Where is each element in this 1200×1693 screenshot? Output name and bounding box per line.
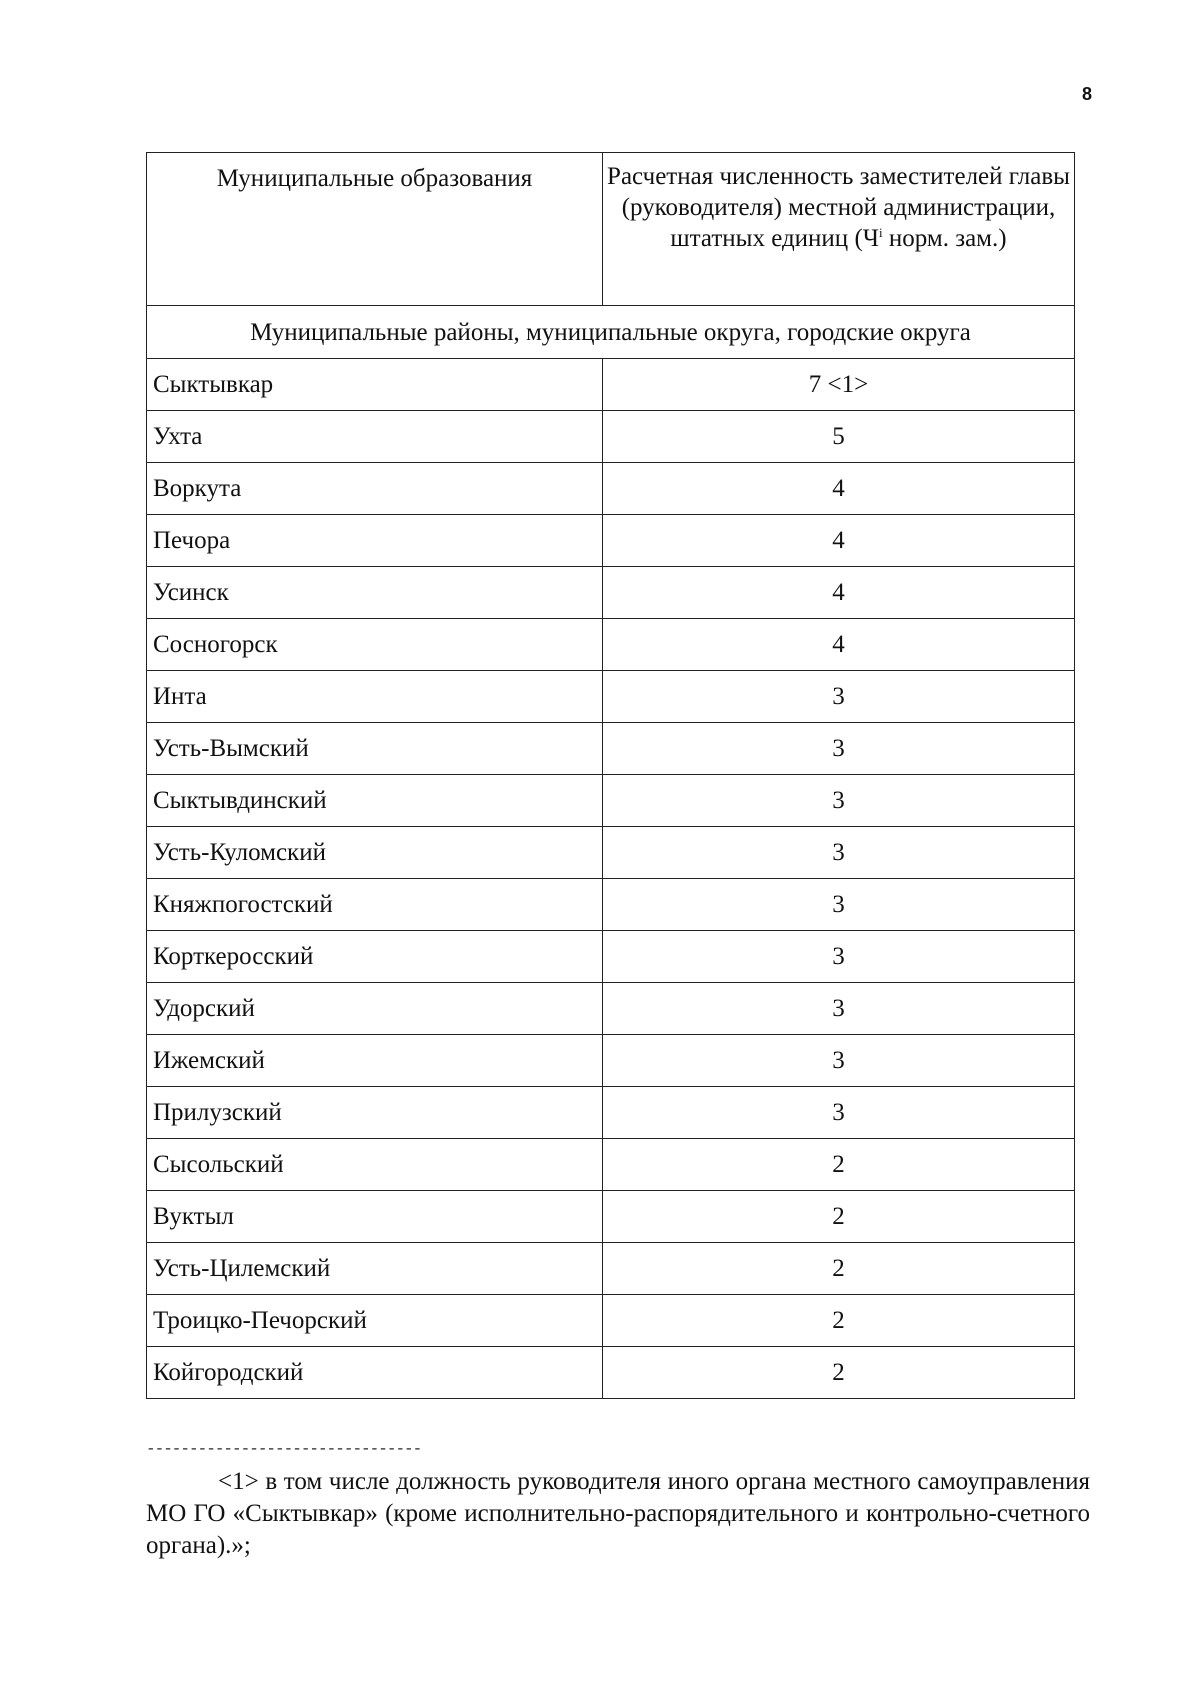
table-row xyxy=(147,775,1075,827)
table-row xyxy=(147,567,1075,619)
municipality-name: Воркута xyxy=(147,463,603,515)
deputies-count: 2 xyxy=(603,1139,1075,1191)
deputies-count: 4 xyxy=(603,619,1075,671)
municipality-name: Усинск xyxy=(147,567,603,619)
deputies-count: 5 xyxy=(603,411,1075,463)
municipality-name: Троицко-Печорский xyxy=(147,1295,603,1347)
table-header-row xyxy=(147,153,1075,306)
deputies-count: 2 xyxy=(603,1243,1075,1295)
municipality-name: Сысольский xyxy=(147,1139,603,1191)
table-row xyxy=(147,463,1075,515)
footnote-text: <1> в том числе должность руководителя иного органа местного самоуправления МО ГО «Сыктывкар» (кроме исполнительно-распорядительного и контрольно-счетного органа).»; xyxy=(146,1468,1090,1559)
deputies-count: 2 xyxy=(603,1295,1075,1347)
table-row xyxy=(147,723,1075,775)
section-title: Муниципальные районы, муниципальные округа, городские округа xyxy=(147,306,1075,359)
table-row xyxy=(147,1295,1075,1347)
municipality-name: Сосногорск xyxy=(147,619,603,671)
table-row xyxy=(147,515,1075,567)
municipality-name: Удорский xyxy=(147,983,603,1035)
municipality-name: Вуктыл xyxy=(147,1191,603,1243)
table-row xyxy=(147,1243,1075,1295)
table-row xyxy=(147,827,1075,879)
header-municipalities: Муниципальные образования xyxy=(147,153,603,306)
table-row xyxy=(147,1139,1075,1191)
table-row xyxy=(147,1191,1075,1243)
municipality-name: Усть-Куломский xyxy=(147,827,603,879)
deputies-count: 2 xyxy=(603,1347,1075,1399)
header-estimated-count-tail: норм. зам.) xyxy=(882,225,1007,252)
deputies-count: 4 xyxy=(603,515,1075,567)
municipal-deputies-table xyxy=(146,152,1075,1399)
deputies-count: 3 xyxy=(603,723,1075,775)
municipality-name: Княжпогостский xyxy=(147,879,603,931)
header-estimated-count xyxy=(603,153,1075,306)
header-superscript: i xyxy=(879,225,883,240)
deputies-count: 7 <1> xyxy=(603,359,1075,411)
municipality-name: Койгородский xyxy=(147,1347,603,1399)
municipality-name: Усть-Вымский xyxy=(147,723,603,775)
deputies-count: 2 xyxy=(603,1191,1075,1243)
table-row xyxy=(147,359,1075,411)
header-estimated-count-text: Расчетная численность заместителей главы (руководителя) местной администрации, штатных единиц (Ч xyxy=(607,163,1070,252)
deputies-count: 4 xyxy=(603,463,1075,515)
deputies-count: 3 xyxy=(603,931,1075,983)
table-row xyxy=(147,879,1075,931)
deputies-count: 3 xyxy=(603,1035,1075,1087)
deputies-count: 3 xyxy=(603,827,1075,879)
footnote-separator: -------------------------------- xyxy=(146,1440,422,1458)
table-row xyxy=(147,931,1075,983)
page-number: 8 xyxy=(1082,84,1093,104)
footnote xyxy=(146,1466,1090,1562)
deputies-count: 4 xyxy=(603,567,1075,619)
municipality-name: Сыктывкар xyxy=(147,359,603,411)
section-row xyxy=(147,306,1075,359)
table-row xyxy=(147,983,1075,1035)
table-row xyxy=(147,411,1075,463)
deputies-count: 3 xyxy=(603,671,1075,723)
table-row xyxy=(147,1035,1075,1087)
deputies-count: 3 xyxy=(603,879,1075,931)
municipality-name: Ухта xyxy=(147,411,603,463)
municipality-name: Ижемский xyxy=(147,1035,603,1087)
municipality-name: Корткеросский xyxy=(147,931,603,983)
table-row xyxy=(147,671,1075,723)
deputies-count: 3 xyxy=(603,1087,1075,1139)
table-row xyxy=(147,1347,1075,1399)
table-row xyxy=(147,1087,1075,1139)
municipality-name: Прилузский xyxy=(147,1087,603,1139)
deputies-count: 3 xyxy=(603,983,1075,1035)
municipality-name: Сыктывдинский xyxy=(147,775,603,827)
municipality-name: Усть-Цилемский xyxy=(147,1243,603,1295)
table-row xyxy=(147,619,1075,671)
municipality-name: Печора xyxy=(147,515,603,567)
deputies-count: 3 xyxy=(603,775,1075,827)
municipality-name: Инта xyxy=(147,671,603,723)
